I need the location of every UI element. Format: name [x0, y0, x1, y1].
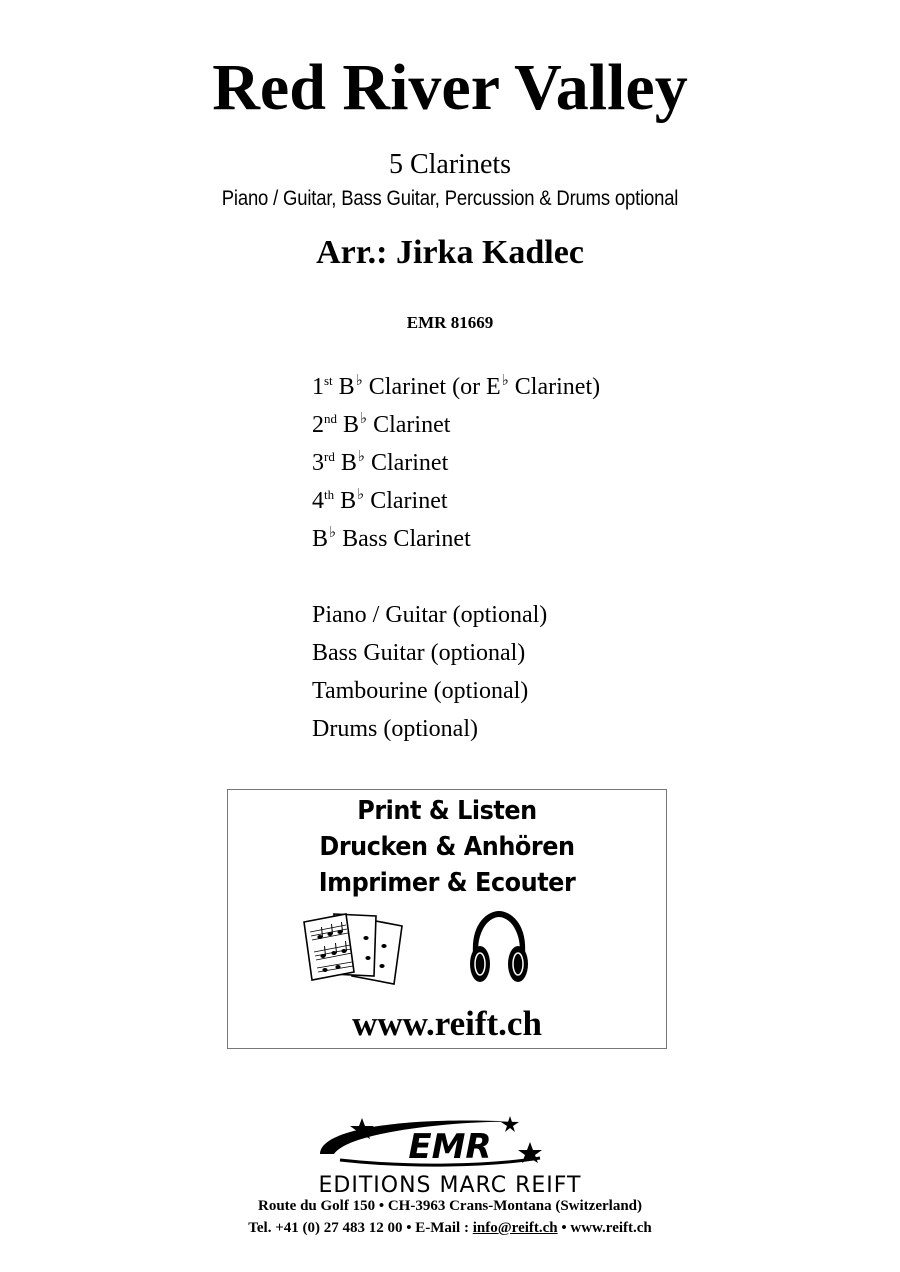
instrumentation-line: Piano / Guitar, Bass Guitar, Percussion & Drums optional	[221, 187, 679, 210]
part-text: B	[312, 526, 329, 552]
optional-parts-list	[312, 596, 547, 748]
part-text: Clarinet)	[508, 374, 601, 400]
sheet-music-icon	[298, 910, 410, 990]
part-ordinal-suffix: st	[324, 373, 333, 388]
part-ordinal: 2	[312, 412, 324, 438]
contact-phone: Tel. +41 (0) 27 483 12 00 • E-Mail :	[248, 1220, 473, 1236]
part-text: B	[334, 450, 357, 476]
logo-publisher-name: EDITIONS MARC REIFT	[318, 1173, 582, 1198]
arranger: Arr.: Jirka Kadlec	[316, 234, 584, 271]
part-item	[312, 444, 600, 482]
optional-part-item: Piano / Guitar (optional)	[312, 602, 548, 628]
part-ordinal: 4	[312, 488, 324, 514]
part-text: B	[337, 412, 360, 438]
optional-part-item: Bass Guitar (optional)	[312, 640, 526, 666]
flat-sign: ♭	[357, 449, 365, 465]
part-ordinal: 1	[312, 374, 324, 400]
email-link[interactable]: info@reift.ch	[472, 1220, 558, 1236]
contact-web: • www.reift.ch	[557, 1220, 652, 1236]
flat-sign: ♭	[329, 525, 337, 541]
headphones-icon	[468, 910, 530, 986]
part-text: Clarinet	[364, 450, 449, 476]
catalog-number: EMR 81669	[406, 313, 494, 332]
part-ordinal-suffix: nd	[324, 411, 337, 426]
part-item	[312, 520, 600, 558]
part-text: Clarinet	[364, 488, 448, 514]
publisher-address: Route du Golf 150 • CH-3963 Crans-Montana (Switzerland)	[258, 1198, 642, 1214]
part-ordinal: 3	[312, 450, 324, 476]
emr-logo	[290, 1108, 610, 1200]
part-ordinal-suffix: rd	[324, 449, 335, 464]
part-ordinal-suffix: th	[324, 487, 335, 502]
part-text: Bass Clarinet	[336, 526, 471, 552]
part-item	[312, 406, 600, 444]
flat-sign: ♭	[501, 373, 509, 389]
part-text: B	[332, 374, 355, 400]
flat-sign: ♭	[357, 487, 365, 503]
part-text: B	[334, 488, 357, 514]
flat-sign: ♭	[360, 411, 368, 427]
subtitle: 5 Clarinets	[388, 149, 512, 180]
part-item	[312, 368, 600, 406]
logo-emr-text: EMR	[408, 1127, 492, 1167]
part-text: Clarinet (or E	[362, 374, 501, 400]
publisher-contact	[0, 1218, 900, 1238]
print-listen-box	[227, 789, 667, 1049]
promo-line-fr: Imprimer & Ecouter	[318, 868, 576, 898]
website-url[interactable]: www.reift.ch	[352, 1004, 542, 1043]
promo-line-de: Drucken & Anhören	[319, 832, 575, 862]
parts-list	[312, 368, 600, 558]
optional-part-item: Drums (optional)	[312, 716, 478, 742]
page-title: Red River Valley	[212, 51, 688, 124]
flat-sign: ♭	[355, 373, 363, 389]
optional-part-item: Tambourine (optional)	[312, 678, 529, 704]
part-item	[312, 482, 600, 520]
part-text: Clarinet	[367, 412, 451, 438]
promo-line-en: Print & Listen	[357, 796, 537, 826]
